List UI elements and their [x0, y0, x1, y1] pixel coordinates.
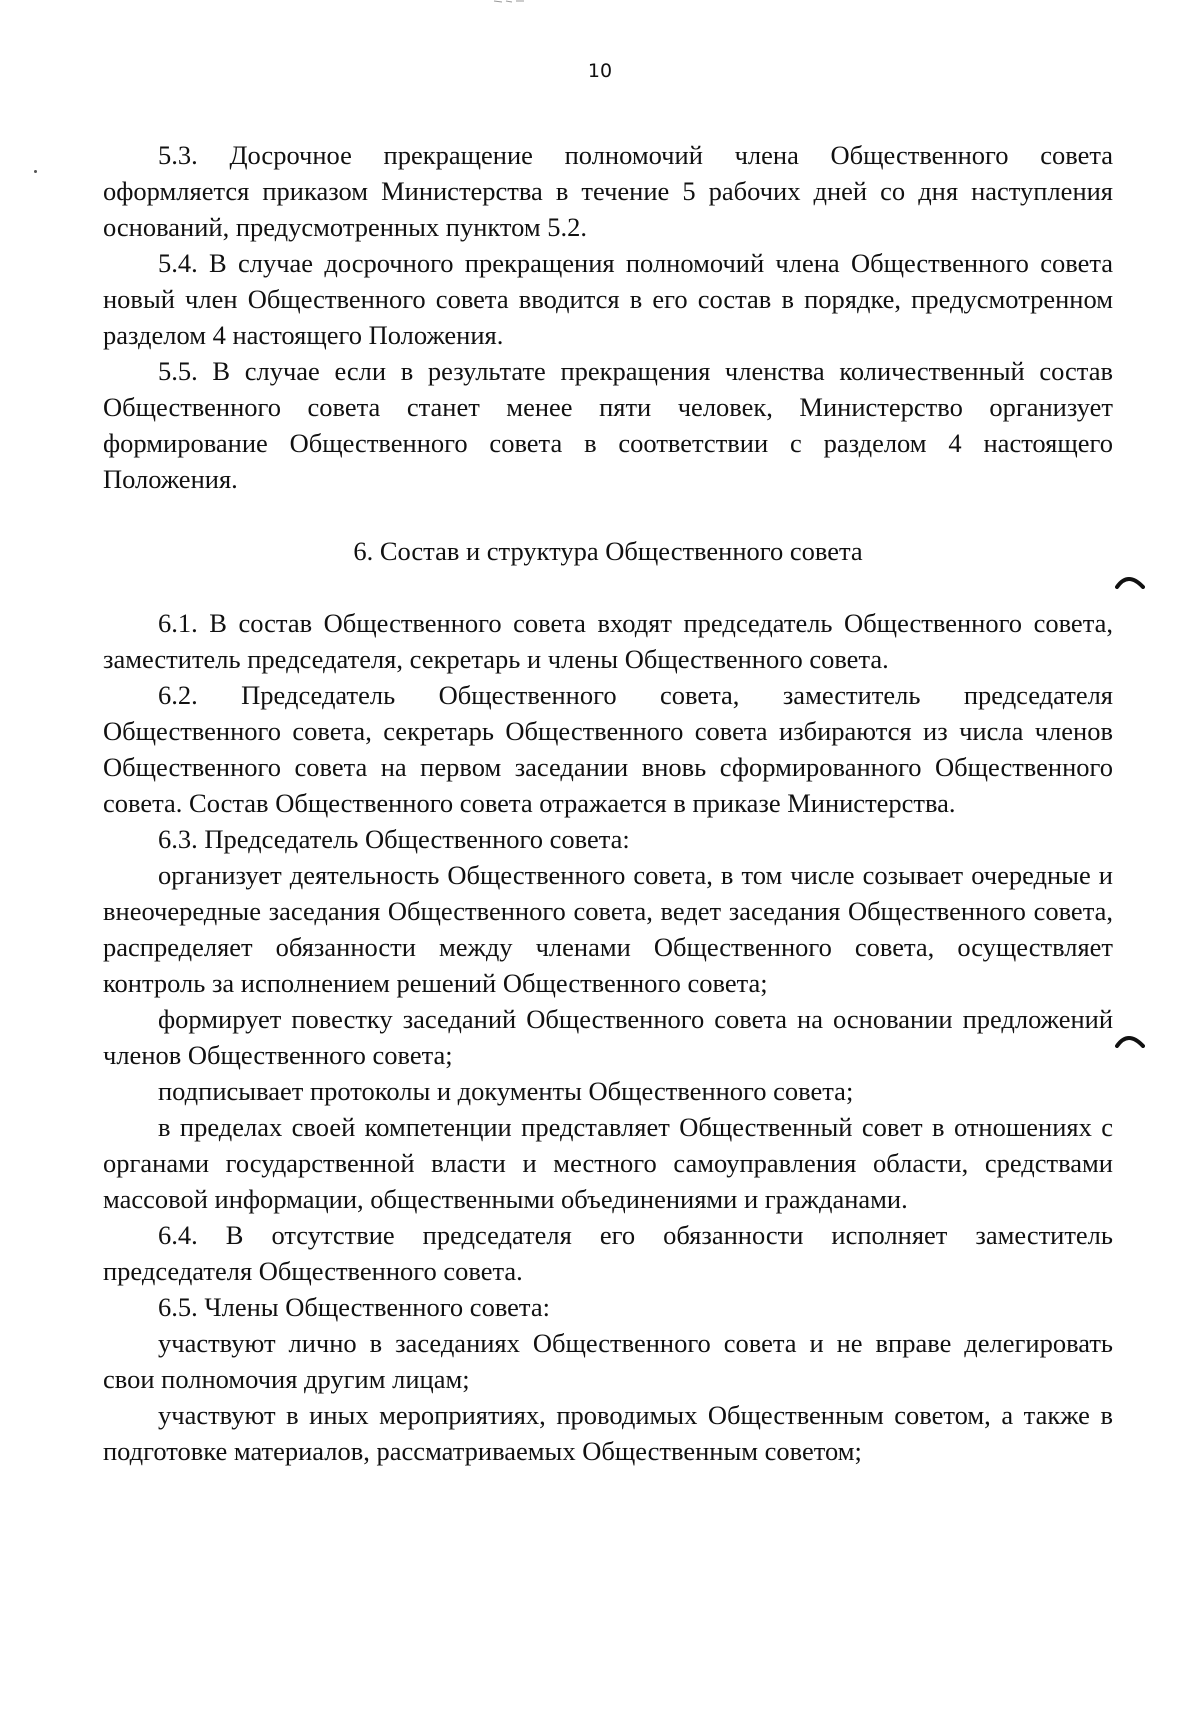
paragraph-p-6-3-c: подписывает протоколы и документы Общественного совета;	[158, 1076, 854, 1106]
paragraph-p-5-4: 5.4. В случае досрочного прекращения полномочий члена Общественного совета новый член Общественного совета вводится в его состав в порядке, предусмотренном разделом 4 настоящего Положения.	[103, 248, 1113, 350]
paragraph-p-6-5: 6.5. Члены Общественного совета:	[158, 1292, 550, 1322]
section-5-paragraphs	[103, 137, 1113, 497]
scan-artifact-mark	[1115, 1032, 1145, 1048]
paragraph-p-6-3-d: в пределах своей компетенции представляет Общественный совет в отношениях с органами государственной власти и местного самоуправления области, средствами массовой информации, общественными объединениями и гражданами.	[103, 1112, 1113, 1214]
paragraph-p-6-3-b: формирует повестку заседаний Общественного совета на основании предложений членов Общественного совета;	[103, 1004, 1113, 1070]
section-6-paragraphs	[103, 605, 1113, 1469]
paragraph-p-5-5: 5.5. В случае если в результате прекращения членства количественный состав Общественного совета станет менее пяти человек, Министерство организует формирование Общественного совета в соответствии с разделом 4 настоящего Положения.	[103, 356, 1113, 494]
paragraph-p-6-2: 6.2. Председатель Общественного совета, заместитель председателя Общественного совета, секретарь Общественного совета избираются из числа членов Общественного совета на первом заседании вновь сформированного Общественного совета. Состав Общественного совета отражается в приказе Министерства.	[103, 680, 1113, 818]
paragraph-p-6-1: 6.1. В состав Общественного совета входят председатель Общественного совета, заместитель председателя, секретарь и члены Общественного совета.	[103, 608, 1113, 674]
scan-artifact-mark	[1115, 573, 1145, 589]
paragraph-p-5-3: 5.3. Досрочное прекращение полномочий члена Общественного совета оформляется приказом Министерства в течение 5 рабочих дней со дня наступления оснований, предусмотренных пунктом 5.2.	[103, 140, 1113, 242]
scan-speck	[34, 170, 37, 173]
paragraph-p-6-4: 6.4. В отсутствие председателя его обязанности исполняет заместитель председателя Общественного совета.	[103, 1220, 1113, 1286]
document-body	[103, 137, 1113, 1469]
paragraph-p-6-5-a: участвуют лично в заседаниях Общественного совета и не вправе делегировать свои полномочия другим лицам;	[103, 1328, 1113, 1394]
section-heading: 6. Состав и структура Общественного совета	[353, 536, 863, 566]
paragraph-p-6-3-a: организует деятельность Общественного совета, в том числе созывает очередные и внеочередные заседания Общественного совета, ведет заседания Общественного совета, распределяет обязанности между членами Общественного совета, осуществляет контроль за исполнением решений Общественного совета;	[103, 860, 1113, 998]
paragraph-p-6-5-b: участвуют в иных мероприятиях, проводимых Общественным советом, а также в подготовке материалов, рассматриваемых Общественным советом;	[103, 1400, 1113, 1466]
paragraph-p-6-3: 6.3. Председатель Общественного совета:	[158, 824, 630, 854]
page-number: 10	[587, 60, 613, 82]
scan-artifact-top	[492, 0, 526, 3]
